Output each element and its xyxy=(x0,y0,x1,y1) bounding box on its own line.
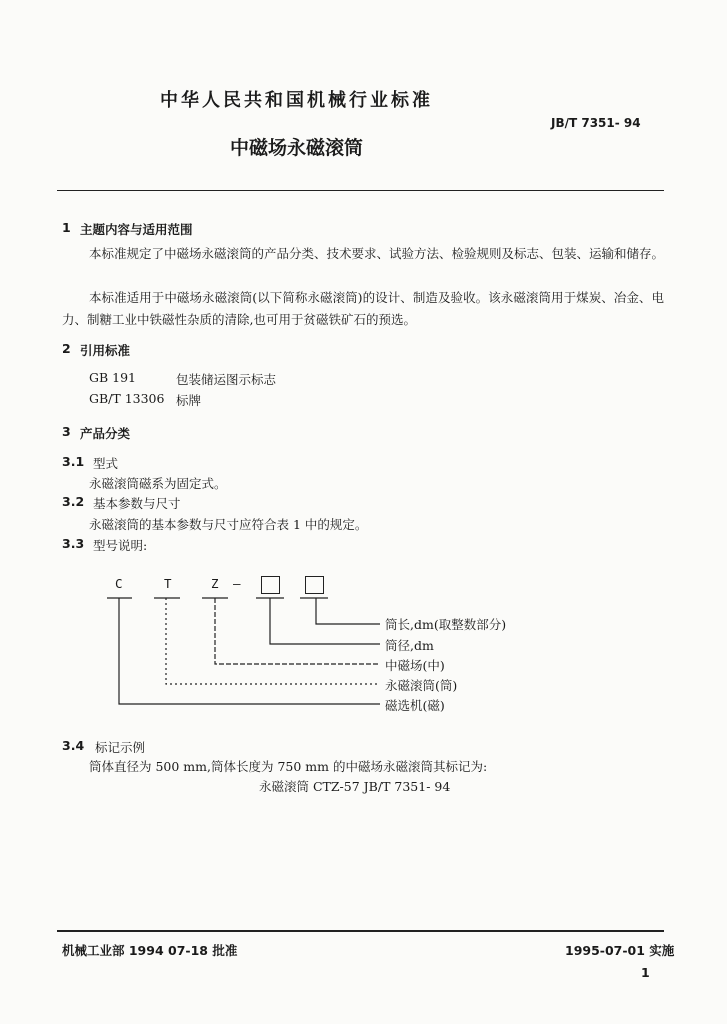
section-1-number: 1 xyxy=(62,220,71,235)
section-3-4-number: 3.4 xyxy=(62,738,85,753)
diagram-letter-z: Z xyxy=(211,576,219,591)
diagram-letter-c: C xyxy=(115,576,123,591)
marking-example: 永磁滚筒 CTZ-57 JB/T 7351- 94 xyxy=(259,779,451,794)
section-3-2-number: 3.2 xyxy=(62,494,85,509)
reference-title: 包装储运图示标志 xyxy=(176,372,277,387)
standard-code: JB/T 7351- 94 xyxy=(551,116,641,130)
page-number: 1 xyxy=(641,965,650,980)
diagram-label-length: 筒长,dm(取整数部分) xyxy=(385,617,507,632)
section-3-4-text: 筒体直径为 500 mm,筒体长度为 750 mm 的中磁场永磁滚筒其标记为: xyxy=(89,759,488,774)
diagram-dash: — xyxy=(233,576,241,591)
footer-rule xyxy=(57,930,664,932)
leader-diameter xyxy=(270,598,380,644)
leader-t xyxy=(166,598,380,684)
approval-date: 机械工业部 1994 07-18 批准 xyxy=(62,943,238,958)
section-3-2-heading: 基本参数与尺寸 xyxy=(93,496,181,511)
section-3-number: 3 xyxy=(62,424,71,439)
diagram-label-drum: 永磁滚筒(筒) xyxy=(385,678,458,693)
section-3-1-heading: 型式 xyxy=(93,456,119,471)
section-1-heading: 主题内容与适用范围 xyxy=(80,222,193,237)
section-1-paragraph-1: 本标准规定了中磁场永磁滚筒的产品分类、技术要求、试验方法、检验规则及标志、包装、运输和储存。 xyxy=(89,246,665,261)
section-3-3-heading: 型号说明: xyxy=(93,538,148,553)
section-2-heading: 引用标准 xyxy=(80,343,131,358)
leader-length xyxy=(316,598,380,624)
reference-title: 标牌 xyxy=(176,393,202,408)
leader-z xyxy=(215,598,380,664)
section-2-number: 2 xyxy=(62,341,71,356)
effective-date: 1995-07-01 实施 xyxy=(565,943,675,958)
leader-c xyxy=(119,598,380,704)
diagram-letter-t: T xyxy=(164,576,172,591)
section-1-paragraph-2: 本标准适用于中磁场永磁滚筒(以下简称永磁滚筒)的设计、制造及验收。该永磁滚筒用于煤炭、冶金、电力、制糖工业中铁磁性杂质的清除,也可用于贫磁铁矿石的预选。 xyxy=(62,290,664,327)
section-3-4-heading: 标记示例 xyxy=(95,740,146,755)
reference-code: GB 191 xyxy=(89,370,137,385)
section-3-1-text: 永磁滚筒磁系为固定式。 xyxy=(89,476,227,491)
document-title: 中磁场永磁滚筒 xyxy=(230,137,364,159)
reference-code: GB/T 13306 xyxy=(89,391,165,406)
section-3-2-text: 永磁滚筒的基本参数与尺寸应符合表 1 中的规定。 xyxy=(89,517,368,532)
standard-category-title: 中华人民共和国机械行业标准 xyxy=(160,90,433,111)
diagram-label-separator: 磁选机(磁) xyxy=(385,698,445,713)
section-3-1-number: 3.1 xyxy=(62,454,85,469)
section-3-heading: 产品分类 xyxy=(80,426,131,441)
diagram-label-diameter: 筒径,dm xyxy=(385,638,434,653)
diagram-label-medium-field: 中磁场(中) xyxy=(385,658,445,673)
section-3-3-number: 3.3 xyxy=(62,536,85,551)
